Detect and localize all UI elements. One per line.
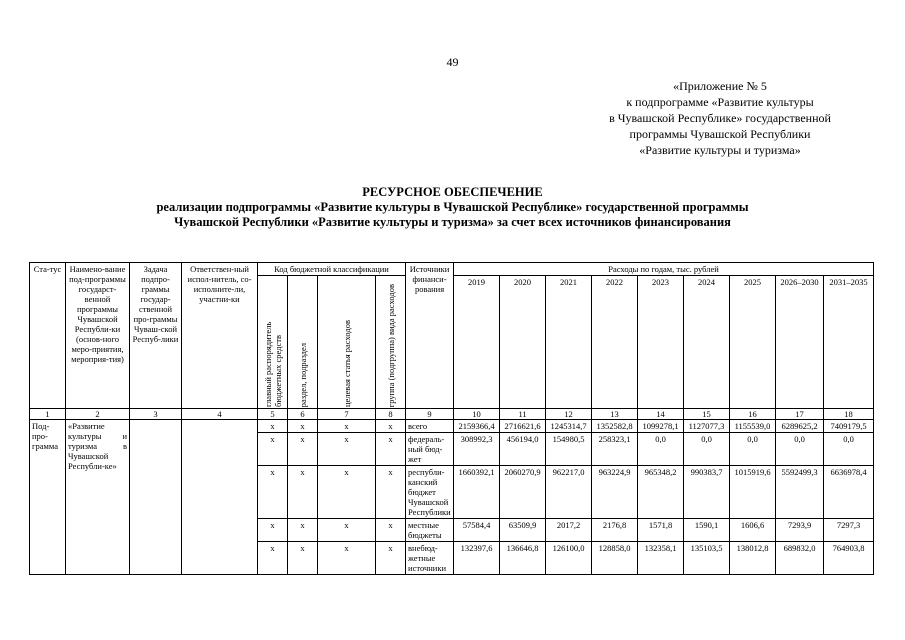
expense-value: 132358,1: [638, 542, 684, 575]
header-bcc-col: [318, 276, 376, 409]
bcc-code-cell: x: [288, 519, 318, 542]
expense-value: 1606,6: [730, 519, 776, 542]
bcc-code-cell: x: [258, 542, 288, 575]
header-bcc-col: [376, 276, 406, 409]
appendix-note: [540, 78, 900, 158]
bcc-code-cell: x: [376, 466, 406, 519]
header-year: 2031–2035: [824, 276, 874, 409]
column-number: 3: [130, 409, 182, 420]
bcc-code-cell: x: [318, 466, 376, 519]
bcc-code-cell: x: [376, 420, 406, 433]
document-title: [0, 185, 905, 230]
bcc-code-cell: x: [318, 519, 376, 542]
bcc-code-cell: x: [258, 519, 288, 542]
bcc-code-cell: x: [376, 542, 406, 575]
header-year: 2023: [638, 276, 684, 409]
appendix-line: к подпрограмме «Развитие культуры: [626, 95, 814, 109]
expense-value: 132397,6: [454, 542, 500, 575]
expense-value: 6289625,2: [776, 420, 824, 433]
expense-value: 7409179,5: [824, 420, 874, 433]
expense-value: 2017,2: [546, 519, 592, 542]
title-line: Чувашской Республики «Развитие культуры и туризма» за счет всех источников финансирования: [174, 215, 731, 229]
bcc-code-cell: x: [318, 433, 376, 466]
resource-table: [29, 262, 874, 575]
bcc-code-cell: x: [258, 433, 288, 466]
column-number: 14: [638, 409, 684, 420]
column-number: 17: [776, 409, 824, 420]
appendix-line: «Развитие культуры и туризма»: [639, 143, 801, 157]
column-number: 10: [454, 409, 500, 420]
expense-value: 1352582,8: [592, 420, 638, 433]
header-year: 2025: [730, 276, 776, 409]
bcc-code-cell: x: [318, 420, 376, 433]
column-number: 13: [592, 409, 638, 420]
column-number: 8: [376, 409, 406, 420]
bcc-code-cell: x: [258, 420, 288, 433]
expense-value: 456194,0: [500, 433, 546, 466]
column-number: 4: [182, 409, 258, 420]
bcc-code-cell: x: [318, 542, 376, 575]
header-year: 2022: [592, 276, 638, 409]
expense-value: 965348,2: [638, 466, 684, 519]
column-number: 1: [30, 409, 66, 420]
funding-source: федераль-ный бюд-жет: [406, 433, 454, 466]
column-number: 7: [318, 409, 376, 420]
column-number: 9: [406, 409, 454, 420]
column-number: 5: [258, 409, 288, 420]
header-year: 2020: [500, 276, 546, 409]
column-number: 11: [500, 409, 546, 420]
expense-value: 0,0: [824, 433, 874, 466]
appendix-line: «Приложение № 5: [673, 79, 767, 93]
expense-value: 7297,3: [824, 519, 874, 542]
expense-value: 2176,8: [592, 519, 638, 542]
expense-value: 1245314,7: [546, 420, 592, 433]
expense-value: 57584,4: [454, 519, 500, 542]
header-executor: Ответствен-ный испол-нитель, со-исполните-ли, участни-ки: [182, 263, 258, 409]
header-status: Ста-тус: [30, 263, 66, 409]
row-executor: [182, 420, 258, 575]
header-bcc-label: группа (подгруппа) вида расходов: [385, 283, 396, 407]
header-name: Наимено-вание под-программы государст-венной программы Чувашской Республи-ки (основ-ного меро-приятия, мероприя-тия): [66, 263, 130, 409]
expense-value: 138012,8: [730, 542, 776, 575]
column-number: 12: [546, 409, 592, 420]
expense-value: 1127077,3: [684, 420, 730, 433]
row-task: [130, 420, 182, 575]
expense-value: 689832,0: [776, 542, 824, 575]
expense-value: 990383,7: [684, 466, 730, 519]
row-name: «Развитие культуры и туризма в Чувашской Республи-ке»: [66, 420, 130, 575]
header-bcc-label: главный распорядитель бюджетных средств: [262, 321, 283, 407]
header-bcc-label: раздел, подраздел: [297, 342, 308, 407]
bcc-code-cell: x: [288, 542, 318, 575]
bcc-code-cell: x: [376, 433, 406, 466]
expense-value: 63509,9: [500, 519, 546, 542]
expense-value: 1015919,6: [730, 466, 776, 519]
header-year: 2019: [454, 276, 500, 409]
header-year: 2021: [546, 276, 592, 409]
expense-value: 258323,1: [592, 433, 638, 466]
row-status: Под-про-грамма: [30, 420, 66, 575]
expense-value: 128858,0: [592, 542, 638, 575]
expense-value: 136646,8: [500, 542, 546, 575]
expense-value: 1155539,0: [730, 420, 776, 433]
bcc-code-cell: x: [288, 420, 318, 433]
header-year: 2024: [684, 276, 730, 409]
header-year: 2026–2030: [776, 276, 824, 409]
header-sources: Источники финанси-рования: [406, 263, 454, 409]
funding-source: внебюд-жетные источники: [406, 542, 454, 575]
column-number-row: [30, 409, 874, 420]
column-number: 15: [684, 409, 730, 420]
expense-value: 7293,9: [776, 519, 824, 542]
expense-value: 2159366,4: [454, 420, 500, 433]
funding-source: местные бюджеты: [406, 519, 454, 542]
column-number: 18: [824, 409, 874, 420]
bcc-code-cell: x: [288, 466, 318, 519]
appendix-line: в Чувашской Республике» государственной: [609, 111, 831, 125]
expense-value: 126100,0: [546, 542, 592, 575]
expense-value: 1571,8: [638, 519, 684, 542]
column-number: 6: [288, 409, 318, 420]
page-number: 49: [446, 55, 459, 69]
table-row: [30, 420, 874, 433]
header-bcc: Код бюджетной классификации: [258, 263, 406, 276]
expense-value: 1590,1: [684, 519, 730, 542]
bcc-code-cell: x: [376, 519, 406, 542]
title-line: РЕСУРСНОЕ ОБЕСПЕЧЕНИЕ: [362, 185, 543, 199]
title-line: реализации подпрограммы «Развитие культуры в Чувашской Республике» государственной программы: [156, 200, 749, 214]
column-number: 2: [66, 409, 130, 420]
header-bcc-col: [258, 276, 288, 409]
header-task: Задача подпро-граммы государ-ственной про-граммы Чуваш-ской Респуб-лики: [130, 263, 182, 409]
expense-value: 962217,0: [546, 466, 592, 519]
expense-value: 154980,5: [546, 433, 592, 466]
expense-value: 0,0: [730, 433, 776, 466]
expense-value: 135103,5: [684, 542, 730, 575]
expense-value: 5592499,3: [776, 466, 824, 519]
expense-value: 963224,9: [592, 466, 638, 519]
expense-value: 6636978,4: [824, 466, 874, 519]
expense-value: 0,0: [638, 433, 684, 466]
expense-value: 0,0: [684, 433, 730, 466]
header-bcc-label: целевая статья расходов: [341, 319, 352, 407]
expense-value: 2716621,6: [500, 420, 546, 433]
column-number: 16: [730, 409, 776, 420]
bcc-code-cell: x: [288, 433, 318, 466]
appendix-line: программы Чувашской Республики: [629, 127, 811, 141]
expense-value: 764903,8: [824, 542, 874, 575]
expense-value: 0,0: [776, 433, 824, 466]
header-expenses: Расходы по годам, тыс. рублей: [454, 263, 874, 276]
expense-value: 1099278,1: [638, 420, 684, 433]
expense-value: 2060270,9: [500, 466, 546, 519]
funding-source: всего: [406, 420, 454, 433]
funding-source: республи-канский бюджет Чувашской Республики: [406, 466, 454, 519]
header-bcc-col: [288, 276, 318, 409]
expense-value: 1660392,1: [454, 466, 500, 519]
bcc-code-cell: x: [258, 466, 288, 519]
expense-value: 308992,3: [454, 433, 500, 466]
